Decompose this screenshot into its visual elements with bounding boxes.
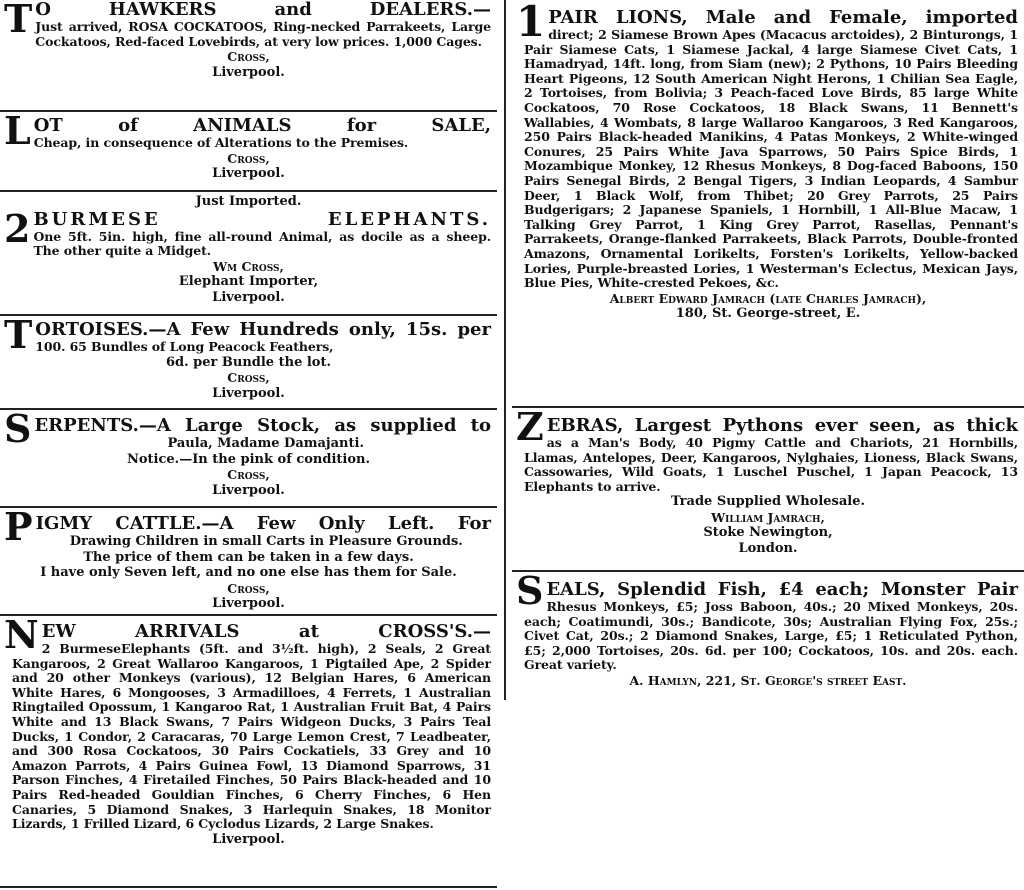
- ad-new-arrivals: [0, 616, 497, 888]
- drop-cap: L: [4, 112, 31, 153]
- ad-headline: EALS, Splendid Fish, £4 each; Monster Pair: [546, 579, 1018, 600]
- ad-lot-of-animals: [0, 112, 497, 192]
- ad-place: Liverpool.: [212, 385, 285, 401]
- ad-body: direct; 2 Siamese Brown Apes (Macacus arctoides), 2 Binturongs, 1 Pair Siamese Cats, 1 Siamese Jackal, 4 large Siamese Civet Cats, 1 Hamadryad, 14ft. long, from Siam (new); 2 Pythons, 10 Pairs Bleeding Heart Pigeons, 12 South American Night Herons, 1 Chilian Sea Eagle, 2 Tortoises, from Bolivia; 3 Peach-faced Love Birds, 85 large White Cockatoos, 70 Rose Cockatoos, 18 Black Swans, 11 Bennett's Wallabies, 4 Wombats, 8 large Wallaroo Kangaroos, 3 Red Kangaroos, 250 Pairs Black-headed Manikins, 4 Patas Monkeys, 2 White-winged Conures, 25 Pairs White Java Sparrows, 50 Pairs Spice Birds, 1 Mozambique Monkey, 12 Rhesus Monkeys, 8 Dog-faced Baboons, 150 Pairs Senegal Birds, 2 Bengal Tigers, 3 Indian Leopards, 4 Sambur Deer, 1 Black Wolf, from Thibet; 20 Grey Parrots, 25 Pairs Budgerigars; 2 Japanese Spaniels, 1 Hornbill, 1 All-Blue Macaw, 1 Talking Grey Parrot, 1 King Grey Parrot, Rasellas, Pennant's Parrakeets, Orange-flanked Parrakeets, Black Parrots, Double-fronted Amazons, Ornamental Lorikelts, Forsten's Lorikelts, Yellow-backed Lories, Purple-breasted Lories, 1 Westerman's Eclectus, Mexican Jays, Blue Pies, White-crested Pekoes, &c.: [524, 27, 1018, 291]
- ad-body-line: Notice.—In the pink of condition.: [127, 451, 370, 467]
- ad-signature: A. Hamlyn, 221, St. George's street East.: [629, 672, 907, 688]
- ad-signature: Cross,: [227, 467, 270, 482]
- ad-signature: Albert Edward Jamrach (late Charles Jamrach),: [609, 290, 927, 306]
- drop-cap: N: [4, 616, 39, 657]
- ad-place: Liverpool.: [212, 482, 285, 498]
- ad-signature: Cross,: [227, 150, 270, 166]
- ad-place: Liverpool.: [212, 596, 285, 611]
- ad-serpents: [0, 410, 497, 508]
- ad-body-line: I have only Seven left, and no one else has them for Sale.: [40, 565, 457, 580]
- ad-trade-note: Trade Supplied Wholesale.: [670, 494, 866, 510]
- ad-body-line: Drawing Children in small Carts in Pleasure Grounds.: [69, 534, 463, 549]
- right-column: [512, 0, 1024, 708]
- ad-body: as a Man's Body, 40 Pigmy Cattle and Chariots, 21 Hornbills, Llamas, Antelopes, Deer, Kangaroos, Nylghaies, Lioness, Black Swans, Cassowaries, Wild Goats, 1 Luschel Puschel, 1 Japan Peacock, 13 Elephants to arrive.: [524, 435, 1018, 494]
- ad-body-line: Paula, Madame Damajanti.: [167, 436, 364, 451]
- ad-kicker: Just Imported.: [195, 194, 302, 209]
- ad-headline: IGMY CATTLE.—A Few Only Left. For: [35, 513, 491, 534]
- ad-body: Cheap, in consequence of Alterations to the Premises.: [33, 135, 409, 150]
- ad-body-line: The price of them can be taken in a few days.: [83, 549, 414, 565]
- ad-city: London.: [738, 540, 798, 556]
- left-column: [0, 0, 497, 890]
- ad-place: Stoke Newington,: [703, 525, 833, 541]
- ad-body-line: 6d. per Bundle the lot.: [165, 354, 332, 370]
- ad-headline: BURMESE ELEPHANTS.: [33, 208, 491, 230]
- column-divider: [504, 0, 506, 700]
- ad-title: Elephant Importer,: [178, 274, 319, 290]
- ad-signature: Wm Cross,: [213, 258, 284, 274]
- ad-headline: ERPENTS.—A Large Stock, as supplied to: [34, 415, 491, 436]
- drop-cap: S: [4, 410, 32, 451]
- ad-hawkers-dealers: [0, 0, 497, 112]
- ad-headline: PAIR LIONS, Male and Female, imported: [548, 7, 1018, 28]
- drop-cap: T: [4, 0, 33, 41]
- ad-body: Just arrived, ROSA COCKATOOS, Ring-necked Parrakeets, Large Cockatoos, Red-faced Lovebirds, at very low prices. 1,000 Cages.: [35, 19, 491, 49]
- ad-pair-lions: [512, 0, 1024, 408]
- ad-pigmy-cattle: [0, 508, 497, 616]
- ad-burmese-elephants: [0, 192, 497, 316]
- ad-headline: EW ARRIVALS at CROSS'S.—: [41, 621, 491, 642]
- ad-signature: William Jamrach,: [711, 509, 825, 525]
- ad-headline: ORTOISES.—A Few Hundreds only, 15s. per: [35, 319, 491, 340]
- drop-cap: T: [4, 316, 33, 357]
- ad-signature: Cross,: [227, 49, 270, 65]
- ad-zebras: [512, 408, 1024, 572]
- ad-body: 100. 65 Bundles of Long Peacock Feathers,: [35, 339, 334, 354]
- ad-seals: [512, 572, 1024, 708]
- drop-cap: 1: [516, 0, 546, 46]
- ad-body: One 5ft. 5in. high, fine all-round Animal, as docile as a sheep. The other quite a Midget.: [33, 228, 491, 259]
- ad-body: 2 BurmeseElephants (5ft. and 3½ft. high), 2 Seals, 2 Great Kangaroos, 2 Great Wallaroo Kangaroos, 1 Pigtailed Ape, 2 Spider and 20 other Monkeys (various), 12 Belgian Hares, 6 American White Hares, 6 Mongooses, 3 Armadilloes, 4 Ferrets, 1 Australian Ringtailed Opossum, 1 Kangaroo Rat, 1 Australian Fruit Bat, 4 Pairs White and 13 Black Swans, 7 Pairs Widgeon Ducks, 3 Pairs Teal Ducks, 1 Condor, 2 Caracaras, 70 Large Lemon Crest, 7 Leadbeater, and 300 Rosa Cockatoos, 30 Pairs Cockatiels, 33 Grey and 10 Amazon Parrots, 4 Pairs Guinea Fowl, 13 Diamond Sparrows, 31 Parson Finches, 4 Firetailed Finches, 50 Pairs Black-headed and 10 Pairs Red-headed Gouldian Finches, 6 Cherry Finches, 6 Hen Canaries, 5 Diamond Snakes, 3 Harlequin Snakes, 18 Monitor Lizards, 1 Frilled Lizard, 6 Cyclodus Lizards, 2 Large Snakes.: [12, 641, 491, 832]
- drop-cap: S: [516, 572, 544, 613]
- ad-body: Rhesus Monkeys, £5; Joss Baboon, 40s.; 20 Mixed Monkeys, 20s. each; Coatimundi, 30s.; Bandicote, 30s; Australian Flying Fox, 25s.; Civet Cat, 20s.; 2 Diamond Snakes, Large, £5; 1 Reticulated Python, £5; 2,000 Tortoises, 20s. 6d. per 100; Cockatoos, 10s. and 20s. each. Great variety.: [524, 599, 1018, 673]
- ad-place: Liverpool.: [212, 64, 285, 80]
- drop-cap: 2: [4, 205, 31, 251]
- ad-headline: EBRAS, Largest Pythons ever seen, as thick: [546, 415, 1018, 436]
- ad-headline: OT of ANIMALS for SALE,: [33, 115, 491, 136]
- ad-headline: O HAWKERS and DEALERS.—: [35, 0, 491, 20]
- ad-place: Liverpool.: [212, 831, 285, 847]
- ad-place: Liverpool.: [212, 289, 285, 305]
- ad-signature: Cross,: [227, 370, 270, 386]
- ad-address: 180, St. George-street, E.: [675, 306, 861, 322]
- drop-cap: P: [4, 508, 33, 549]
- ad-tortoises: [0, 316, 497, 410]
- ad-signature: Cross,: [227, 580, 270, 596]
- drop-cap: Z: [516, 408, 544, 449]
- ad-place: Liverpool.: [212, 166, 285, 182]
